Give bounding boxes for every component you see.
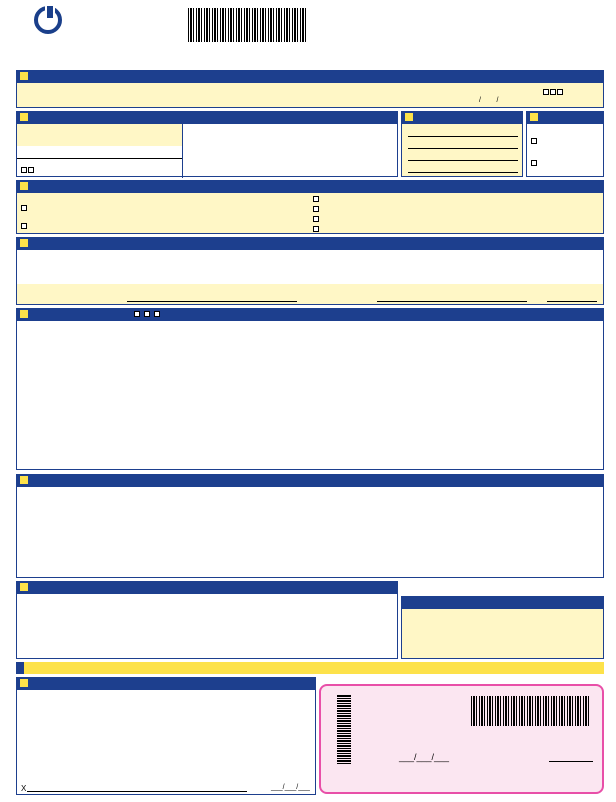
section-clinical-purpose	[16, 180, 604, 192]
purpose-checkbox-4[interactable]	[313, 206, 319, 212]
purpose-checkbox-5[interactable]	[313, 216, 319, 222]
purpose-checkbox-2[interactable]	[21, 223, 27, 229]
provider-auth-box	[16, 249, 604, 305]
medications-panel	[16, 486, 604, 578]
purpose-checkbox-6[interactable]	[313, 226, 319, 232]
radeas-use-only-box	[401, 608, 604, 659]
confirm-only-checkbox[interactable]	[144, 311, 150, 317]
section-prescribed-medications	[16, 474, 604, 486]
header-barcode	[188, 8, 308, 42]
power-icon	[34, 6, 62, 34]
specimen-type-box	[526, 123, 604, 177]
section-specimen-type	[526, 111, 604, 123]
icd10-fields[interactable]	[401, 123, 523, 177]
sex-m-checkbox[interactable]	[543, 89, 549, 95]
point-of-care-panel	[16, 593, 398, 659]
clinical-purpose-box	[16, 192, 604, 234]
section-toxicology-testing	[16, 308, 604, 320]
radeas-use-only-header	[401, 596, 604, 608]
toxicology-panel	[16, 320, 604, 470]
section-provider-authorization	[16, 237, 604, 249]
specimen-label: ___/___/___	[319, 684, 604, 794]
section-patient-information	[16, 70, 604, 82]
label-barcode	[471, 696, 591, 726]
patient-info-fields: / /	[16, 82, 604, 108]
section-icd10	[401, 111, 523, 123]
tox-other-checkbox[interactable]	[154, 311, 160, 317]
temp-no-checkbox[interactable]	[28, 167, 34, 173]
section-consent	[16, 677, 316, 689]
confirm-with-screen-checkbox[interactable]	[134, 311, 140, 317]
ship-daily	[16, 662, 24, 674]
radeas-logo	[34, 6, 194, 46]
section-point-of-care	[16, 581, 398, 593]
sex-f-checkbox[interactable]	[550, 89, 556, 95]
purpose-checkbox-3[interactable]	[313, 196, 319, 202]
consent-box: X ___/___/___	[16, 689, 316, 795]
oral-fluid-checkbox[interactable]	[531, 160, 537, 166]
collection-fields	[16, 123, 398, 177]
urine-checkbox[interactable]	[531, 138, 537, 144]
ship-bar	[16, 662, 604, 674]
vertical-barcode	[337, 694, 351, 764]
purpose-checkbox-1[interactable]	[21, 205, 27, 211]
temp-yes-checkbox[interactable]	[21, 167, 27, 173]
sex-other-checkbox[interactable]	[557, 89, 563, 95]
section-collection-information	[16, 111, 398, 123]
